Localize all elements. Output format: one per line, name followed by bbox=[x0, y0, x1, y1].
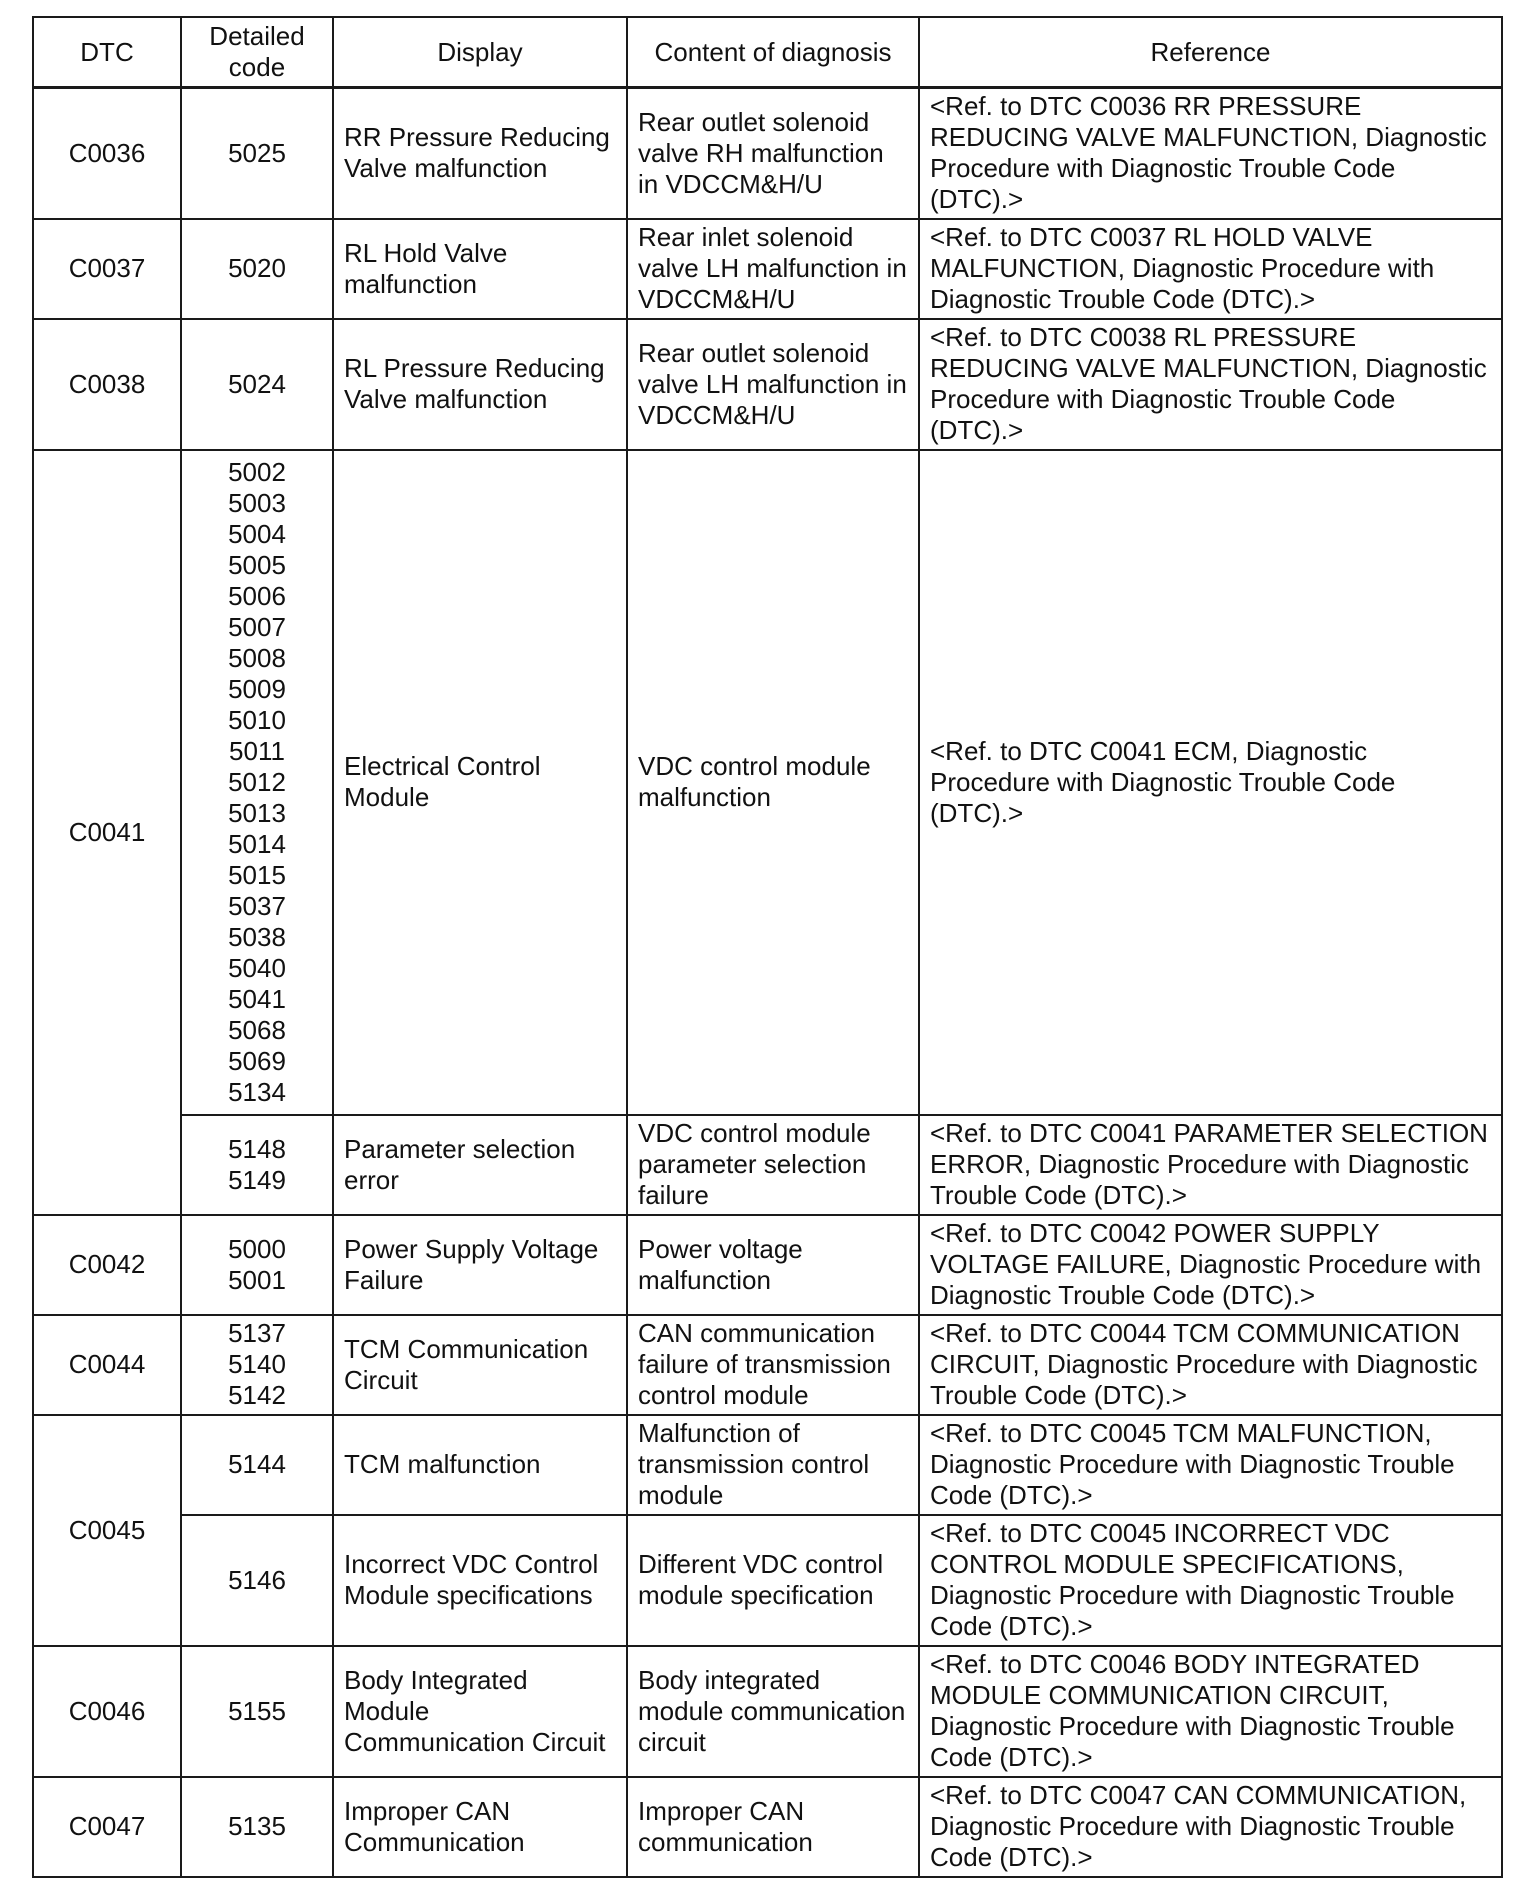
detailed-code: 5010 bbox=[228, 704, 286, 735]
display-cell: RL Pressure Reducing Valve malfunction bbox=[333, 319, 627, 450]
detailed-code: 5148 bbox=[228, 1133, 286, 1164]
detailed-code: 5134 bbox=[228, 1076, 286, 1107]
detailed-code: 5008 bbox=[228, 642, 286, 673]
detailed-code: 5015 bbox=[228, 859, 286, 890]
table-row bbox=[33, 1515, 1502, 1646]
header-reference: Reference bbox=[919, 17, 1502, 88]
display-cell: Power Supply Voltage Failure bbox=[333, 1215, 627, 1315]
detailed-code: 5005 bbox=[228, 549, 286, 580]
table-row bbox=[33, 319, 1502, 450]
content-cell: Improper CAN communication bbox=[627, 1777, 919, 1877]
detailed-code: 5014 bbox=[228, 828, 286, 859]
content-cell: VDC control module malfunction bbox=[627, 450, 919, 1115]
dtc-table bbox=[32, 16, 1503, 1878]
code-list bbox=[192, 1811, 322, 1842]
reference-cell: <Ref. to DTC C0044 TCM COMMUNICATION CIRCUIT, Diagnostic Procedure with Diagnostic Trouble Code (DTC).> bbox=[919, 1315, 1502, 1415]
content-cell: VDC control module parameter selection failure bbox=[627, 1115, 919, 1215]
detailed-code: 5012 bbox=[228, 766, 286, 797]
detailed-code: 5000 bbox=[228, 1233, 286, 1264]
content-cell: CAN communication failure of transmission control module bbox=[627, 1315, 919, 1415]
detailed-code-cell bbox=[181, 319, 333, 450]
content-cell: Rear outlet solenoid valve RH malfunction in VDCCM&H/U bbox=[627, 88, 919, 219]
detailed-code-cell bbox=[181, 1215, 333, 1315]
detailed-code-cell bbox=[181, 1415, 333, 1515]
detailed-code: 5142 bbox=[228, 1380, 286, 1410]
dtc-cell: C0047 bbox=[33, 1777, 181, 1877]
reference-cell: <Ref. to DTC C0041 ECM, Diagnostic Procedure with Diagnostic Trouble Code (DTC).> bbox=[919, 450, 1502, 1115]
reference-cell: <Ref. to DTC C0036 RR PRESSURE REDUCING VALVE MALFUNCTION, Diagnostic Procedure with Diagnostic Trouble Code (DTC).> bbox=[919, 88, 1502, 219]
reference-cell: <Ref. to DTC C0038 RL PRESSURE REDUCING VALVE MALFUNCTION, Diagnostic Procedure with Diagnostic Trouble Code (DTC).> bbox=[919, 319, 1502, 450]
table-row bbox=[33, 1215, 1502, 1315]
detailed-code: 5037 bbox=[228, 890, 286, 921]
detailed-code: 5003 bbox=[228, 487, 286, 518]
table-row bbox=[33, 1646, 1502, 1777]
reference-cell: <Ref. to DTC C0041 PARAMETER SELECTION ERROR, Diagnostic Procedure with Diagnostic Trouble Code (DTC).> bbox=[919, 1115, 1502, 1215]
table-row bbox=[33, 1115, 1502, 1215]
code-list bbox=[192, 369, 322, 400]
code-list bbox=[192, 1565, 322, 1596]
detailed-code-cell bbox=[181, 450, 333, 1115]
code-list bbox=[192, 138, 322, 169]
dtc-cell: C0045 bbox=[33, 1415, 181, 1646]
dtc-cell: C0046 bbox=[33, 1646, 181, 1777]
reference-cell: <Ref. to DTC C0046 BODY INTEGRATED MODULE COMMUNICATION CIRCUIT, Diagnostic Procedure with Diagnostic Trouble Code (DTC).> bbox=[919, 1646, 1502, 1777]
header-display: Display bbox=[333, 17, 627, 88]
detailed-code: 5149 bbox=[228, 1164, 286, 1195]
detailed-code: 5068 bbox=[228, 1014, 286, 1045]
code-list bbox=[192, 253, 322, 284]
detailed-code: 5144 bbox=[228, 1449, 286, 1479]
detailed-code: 5069 bbox=[228, 1045, 286, 1076]
reference-cell: <Ref. to DTC C0045 TCM MALFUNCTION, Diagnostic Procedure with Diagnostic Trouble Code (DTC).> bbox=[919, 1415, 1502, 1515]
detailed-code: 5137 bbox=[228, 1318, 286, 1348]
display-cell: RL Hold Valve malfunction bbox=[333, 219, 627, 319]
detailed-code: 5002 bbox=[228, 456, 286, 487]
header-detailed-code: Detailed code bbox=[181, 17, 333, 88]
dtc-cell: C0041 bbox=[33, 450, 181, 1215]
detailed-code: 5040 bbox=[228, 952, 286, 983]
dtc-cell: C0044 bbox=[33, 1315, 181, 1415]
code-list bbox=[192, 1696, 322, 1727]
display-cell: TCM Communication Circuit bbox=[333, 1315, 627, 1415]
table-row bbox=[33, 1415, 1502, 1515]
detailed-code-cell bbox=[181, 1315, 333, 1415]
reference-cell: <Ref. to DTC C0037 RL HOLD VALVE MALFUNCTION, Diagnostic Procedure with Diagnostic Trouble Code (DTC).> bbox=[919, 219, 1502, 319]
detailed-code: 5140 bbox=[228, 1349, 286, 1379]
detailed-code-cell bbox=[181, 1646, 333, 1777]
code-list bbox=[192, 1449, 322, 1480]
detailed-code: 5009 bbox=[228, 673, 286, 704]
table-row bbox=[33, 450, 1502, 1115]
reference-cell: <Ref. to DTC C0045 INCORRECT VDC CONTROL MODULE SPECIFICATIONS, Diagnostic Procedure with Diagnostic Trouble Code (DTC).> bbox=[919, 1515, 1502, 1646]
display-cell: RR Pressure Reducing Valve malfunction bbox=[333, 88, 627, 219]
detailed-code-cell bbox=[181, 1515, 333, 1646]
table-row bbox=[33, 219, 1502, 319]
content-cell: Different VDC control module specification bbox=[627, 1515, 919, 1646]
reference-cell: <Ref. to DTC C0042 POWER SUPPLY VOLTAGE FAILURE, Diagnostic Procedure with Diagnostic Trouble Code (DTC).> bbox=[919, 1215, 1502, 1315]
detailed-code: 5135 bbox=[228, 1811, 286, 1841]
display-cell: Incorrect VDC Control Module specifications bbox=[333, 1515, 627, 1646]
content-cell: Rear outlet solenoid valve LH malfunction in VDCCM&H/U bbox=[627, 319, 919, 450]
dtc-cell: C0038 bbox=[33, 319, 181, 450]
dtc-cell: C0042 bbox=[33, 1215, 181, 1315]
detailed-code: 5011 bbox=[229, 735, 285, 766]
dtc-cell: C0037 bbox=[33, 219, 181, 319]
detailed-code-cell bbox=[181, 1777, 333, 1877]
reference-cell: <Ref. to DTC C0047 CAN COMMUNICATION, Diagnostic Procedure with Diagnostic Trouble Code (DTC).> bbox=[919, 1777, 1502, 1877]
detailed-code-cell bbox=[181, 88, 333, 219]
code-list bbox=[192, 1134, 322, 1196]
table-row bbox=[33, 1315, 1502, 1415]
detailed-code: 5006 bbox=[228, 580, 286, 611]
detailed-code: 5004 bbox=[228, 518, 286, 549]
display-cell: Body Integrated Module Communication Circuit bbox=[333, 1646, 627, 1777]
detailed-code: 5020 bbox=[228, 253, 286, 283]
code-list bbox=[192, 1234, 322, 1296]
dtc-cell: C0036 bbox=[33, 88, 181, 219]
detailed-code: 5155 bbox=[228, 1695, 286, 1726]
display-cell: Electrical Control Module bbox=[333, 450, 627, 1115]
detailed-code: 5038 bbox=[228, 921, 286, 952]
detailed-code: 5024 bbox=[228, 368, 286, 399]
display-cell: Improper CAN Communication bbox=[333, 1777, 627, 1877]
header-dtc: DTC bbox=[33, 17, 181, 88]
detailed-code: 5001 bbox=[228, 1264, 286, 1295]
detailed-code-cell bbox=[181, 219, 333, 319]
detailed-code: 5041 bbox=[228, 983, 286, 1014]
content-cell: Malfunction of transmission control module bbox=[627, 1415, 919, 1515]
content-cell: Power voltage malfunction bbox=[627, 1215, 919, 1315]
header-content: Content of diagnosis bbox=[627, 17, 919, 88]
detailed-code: 5013 bbox=[228, 797, 286, 828]
detailed-code: 5146 bbox=[228, 1564, 286, 1595]
header-row bbox=[33, 17, 1502, 88]
detailed-code-cell bbox=[181, 1115, 333, 1215]
content-cell: Rear inlet solenoid valve LH malfunction in VDCCM&H/U bbox=[627, 219, 919, 319]
code-list bbox=[192, 457, 322, 1108]
display-cell: Parameter selection error bbox=[333, 1115, 627, 1215]
table-row bbox=[33, 1777, 1502, 1877]
detailed-code: 5025 bbox=[228, 137, 286, 168]
display-cell: TCM malfunction bbox=[333, 1415, 627, 1515]
table-row bbox=[33, 88, 1502, 219]
code-list bbox=[192, 1318, 322, 1411]
content-cell: Body integrated module communication circuit bbox=[627, 1646, 919, 1777]
detailed-code: 5007 bbox=[228, 611, 286, 642]
